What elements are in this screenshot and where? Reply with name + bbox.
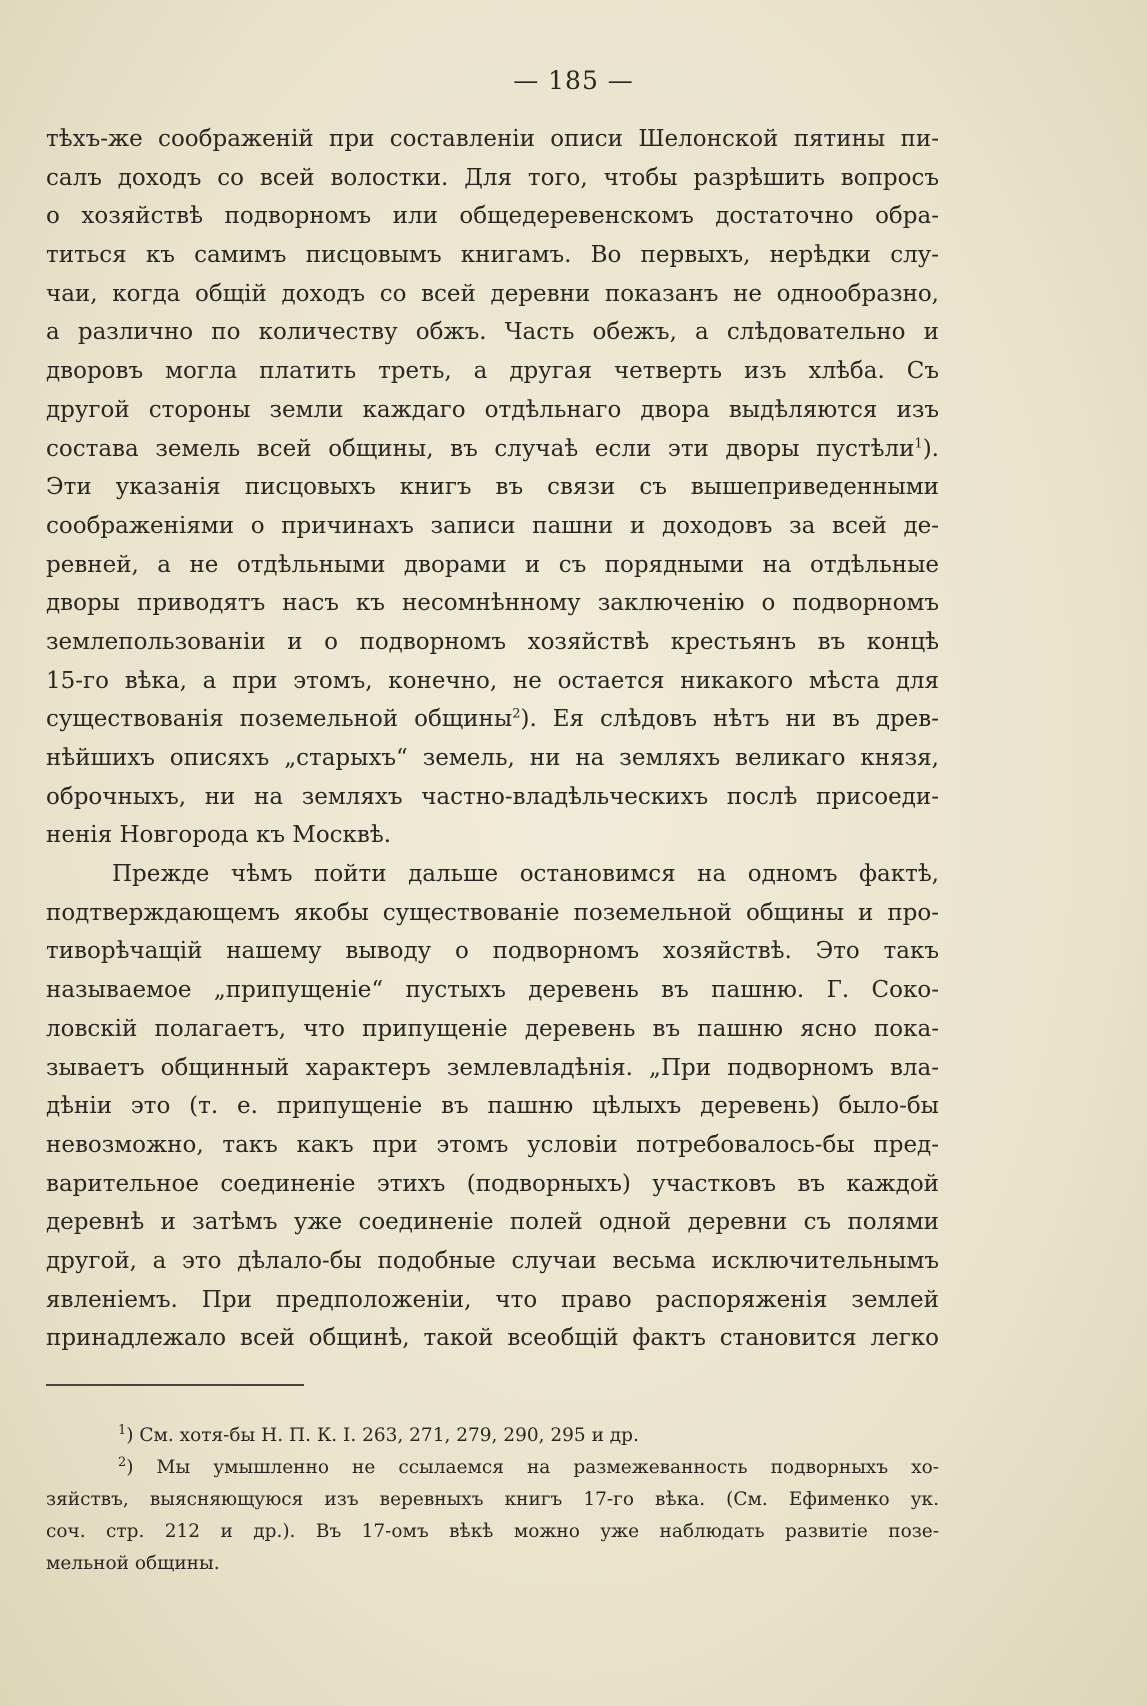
footnote-ref-1: 1 [914,435,923,451]
footnote-line: соч. стр. 212 и др.). Въ 17-омъ вѣкѣ можно уже наблюдать развитіе позе- [46,1521,939,1542]
footnote-mark: 1 [118,1422,127,1438]
text-line: зываетъ общинный характеръ землевладѣнія. „При подворномъ вла- [46,1054,939,1081]
text-line: ревней, а не отдѣльными дворами и съ порядными на отдѣльные [46,551,939,578]
footnote-text: ) Мы умышленно не ссылаемся на размежеванность подворныхъ хо- [126,1457,939,1478]
text-line: а различно по количеству обжъ. Часть обежъ, а слѣдовательно и [46,319,939,346]
text-line: нѣйшихъ описяхъ „старыхъ“ земель, ни на земляхъ великаго князя, [46,745,939,771]
text-line: тѣхъ-же соображеній при составленіи описи Шелонской пятины пи- [46,126,939,152]
text-line: называемое „припущеніе“ пустыхъ деревень въ пашню. Г. Соко- [46,977,939,1004]
text-line-with-note [46,700,939,739]
text-line: чаи, когда общій доходъ со всей деревни показанъ не однообразно, [46,280,939,307]
text-line: явленіемъ. При предположеніи, что право распоряженія землей [46,1286,939,1313]
text-line: дѣніи это (т. е. припущеніе въ пашню цѣлыхъ деревень) было-бы [46,1093,939,1120]
text-segment: существованія поземельной общины [46,706,513,733]
text-line: другой стороны земли каждаго отдѣльнаго двора выдѣляются изъ [46,396,939,423]
text-segment: ). [922,435,939,462]
text-line: деревнѣ и затѣмъ уже соединеніе полей одной деревни съ полями [46,1209,939,1236]
text-segment: ). Ея слѣдовъ нѣтъ ни въ древ- [520,706,939,733]
footnote-separator [46,1384,304,1386]
text-line: о хозяйствѣ подворномъ или общедеревенскомъ достаточно обра- [46,203,939,230]
footnote-text: ) См. хотя-бы Н. П. К. I. 263, 271, 279, 290, 295 и др. [126,1425,639,1446]
footnote-1 [46,1420,939,1452]
text-line: салъ доходъ со всей волостки. Для того, чтобы разрѣшить вопросъ [46,164,939,191]
text-line: подтверждающемъ якобы существованіе поземельной общины и про- [46,899,939,926]
text-line-with-note [46,430,939,469]
footnote-2 [46,1452,939,1484]
text-line: ловскій полагаетъ, что припущеніе деревень въ пашню ясно пока- [46,1015,939,1042]
text-line: 15-го вѣка, а при этомъ, конечно, не остается никакого мѣста для [46,667,939,694]
text-line: ненія Новгорода къ Москвѣ. [46,822,392,849]
text-line: соображеніями о причинахъ записи пашни и доходовъ за всей де- [46,512,939,539]
text-line: другой, а это дѣлало-бы подобные случаи весьма исключительнымъ [46,1247,939,1274]
footnotes [46,1420,939,1580]
footnote-line: мельной общины. [46,1553,220,1574]
text-line: дворы приводятъ насъ къ несомнѣнному заключенію о подворномъ [46,590,939,617]
paragraph-start: Прежде чѣмъ пойти дальше остановимся на одномъ фактѣ, [112,861,939,888]
text-line: принадлежало всей общинѣ, такой всеобщій фактъ становится легко [46,1325,939,1352]
footnote-line: зяйствъ, выясняющуюся изъ веревныхъ книгъ 17-го вѣка. (См. Ефименко ук. [46,1489,939,1510]
footnote-ref-2: 2 [512,706,521,722]
main-text [46,120,939,1358]
text-line: титься къ самимъ писцовымъ книгамъ. Во первыхъ, нерѣдки слу- [46,242,939,269]
text-line: Эти указанія писцовыхъ книгъ въ связи съ вышеприведенными [46,474,939,501]
text-line: землепользованіи и о подворномъ хозяйствѣ крестьянъ въ концѣ [46,628,939,655]
text-line: дворовъ могла платить треть, а другая четверть изъ хлѣба. Съ [46,358,939,385]
page-number: — 185 — [513,66,634,95]
text-segment: состава земель всей общины, въ случаѣ если эти дворы пустѣли [46,435,915,462]
text-line: оброчныхъ, ни на земляхъ частно-владѣльческихъ послѣ присоеди- [46,783,939,810]
text-line: невозможно, такъ какъ при этомъ условіи потребовалось-бы пред- [46,1131,939,1158]
text-line: варительное соединеніе этихъ (подворныхъ) участковъ въ каждой [46,1170,939,1197]
text-line: тиворѣчащій нашему выводу о подворномъ хозяйствѣ. Это такъ [46,938,939,965]
footnote-mark: 2 [118,1454,127,1470]
